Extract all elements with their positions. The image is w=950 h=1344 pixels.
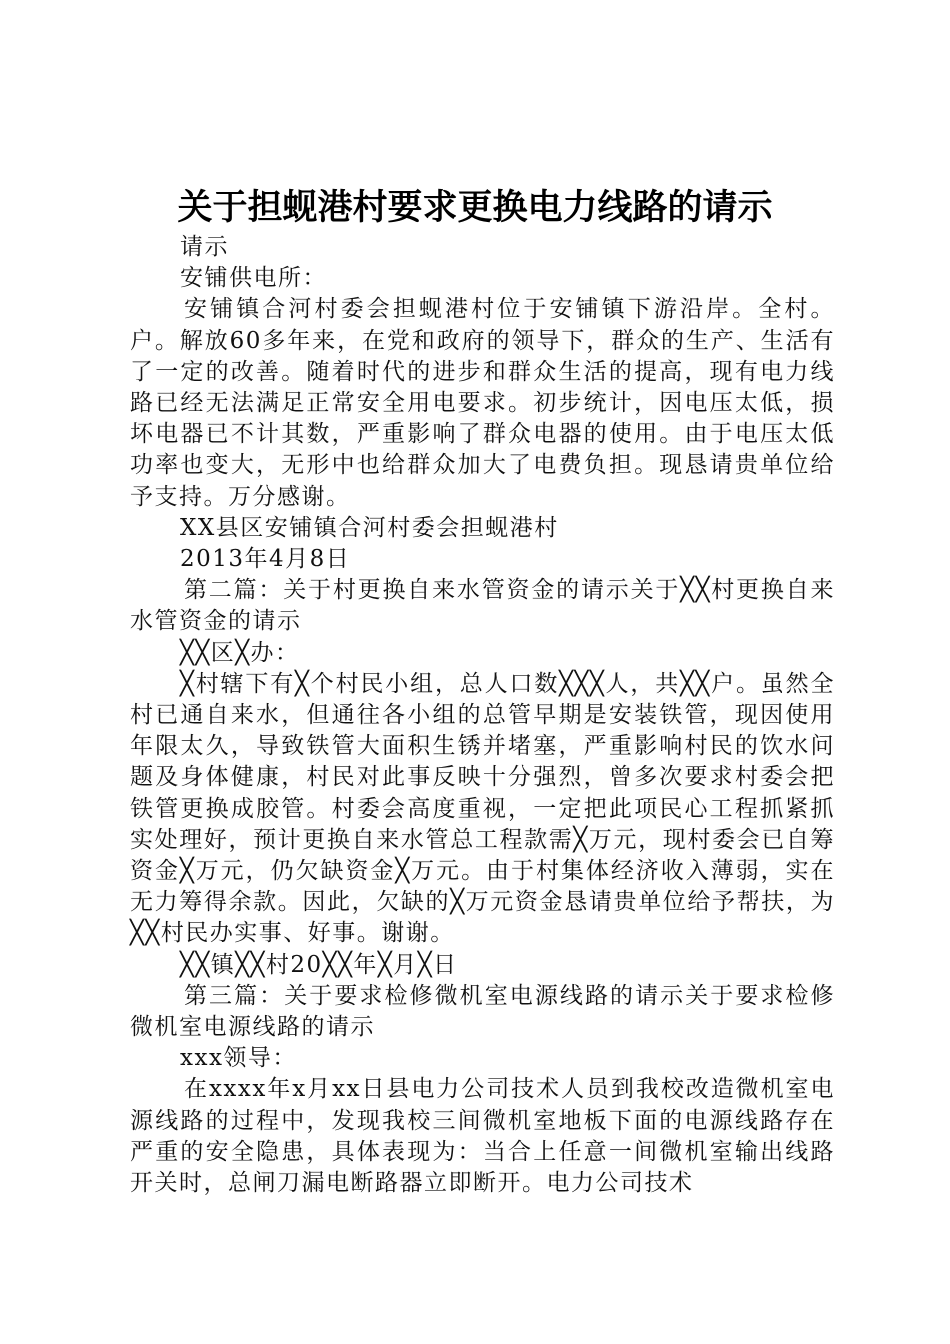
document-body xyxy=(130,232,835,1199)
paragraph-addressee: 安铺供电所： xyxy=(180,265,327,292)
paragraph-part-two-addressee: ╳╳区╳办： xyxy=(180,639,300,666)
paragraph-part-two-date: ╳╳镇╳╳村20╳╳年╳月╳日 xyxy=(180,951,458,978)
document-title: 关于担蚬港村要求更换电力线路的请示 xyxy=(177,187,773,228)
paragraph-part-three-heading: 第三篇：关于要求检修微机室电源线路的请示关于要求检修微机室电源线路的请示 xyxy=(130,982,835,1041)
paragraph-body-1: 安铺镇合河村委会担蚬港村位于安铺镇下游沿岸。全村。户。解放60多年来，在党和政府的领导下，群众的生产、生活有了一定的改善。随着时代的进步和群众生活的提高，现有电力线路已经无法满足正常安全用电要求。初步统计，因电压太低，损坏电器已不计其数，严重影响了群众电器的使用。由于电压太低功率也变大，无形中也给群众加大了电费负担。现恳请贵单位给予支持。万分感谢。 xyxy=(130,296,835,510)
paragraph-part-three-addressee: xxx领导： xyxy=(180,1045,297,1072)
paragraph-date: 2013年4月8日 xyxy=(180,546,351,573)
paragraph-part-two-heading: 第二篇：关于村更换自来水管资金的请示关于╳╳村更换自来水管资金的请示 xyxy=(130,577,835,635)
paragraph-heading-qingshi: 请示 xyxy=(180,234,229,260)
paragraph-signature: XX县区安铺镇合河村委会担蚬港村 xyxy=(180,514,559,541)
paragraph-part-two-body: ╳村辖下有╳个村民小组，总人口数╳╳╳人，共╳╳户。虽然全村已通自来水，但通往各小组的总管早期是安装铁管，现因使用年限太久，导致铁管大面积生锈并堵塞，严重影响村民的饮水问题及身体健康，村民对此事反映十分强烈，曾多次要求村委会把铁管更换成胶管。村委会高度重视，一定把此项民心工程抓紧抓实处理好，预计更换自来水管总工程款需╳万元，现村委会已自筹资金╳万元，仍欠缺资金╳万元。由于村集体经济收入薄弱，实在无力筹得余款。因此，欠缺的╳万元资金恳请贵单位给予帮扶，为╳╳村民办实事、好事。谢谢。 xyxy=(130,670,835,947)
paragraph-part-three-body: 在xxxx年x月xx日县电力公司技术人员到我校改造微机室电源线路的过程中，发现我校三间微机室地板下面的电源线路存在严重的安全隐患，具体表现为：当合上任意一间微机室输出线路开关时，总闸刀漏电断路器立即断开。电力公司技术 xyxy=(130,1076,835,1197)
